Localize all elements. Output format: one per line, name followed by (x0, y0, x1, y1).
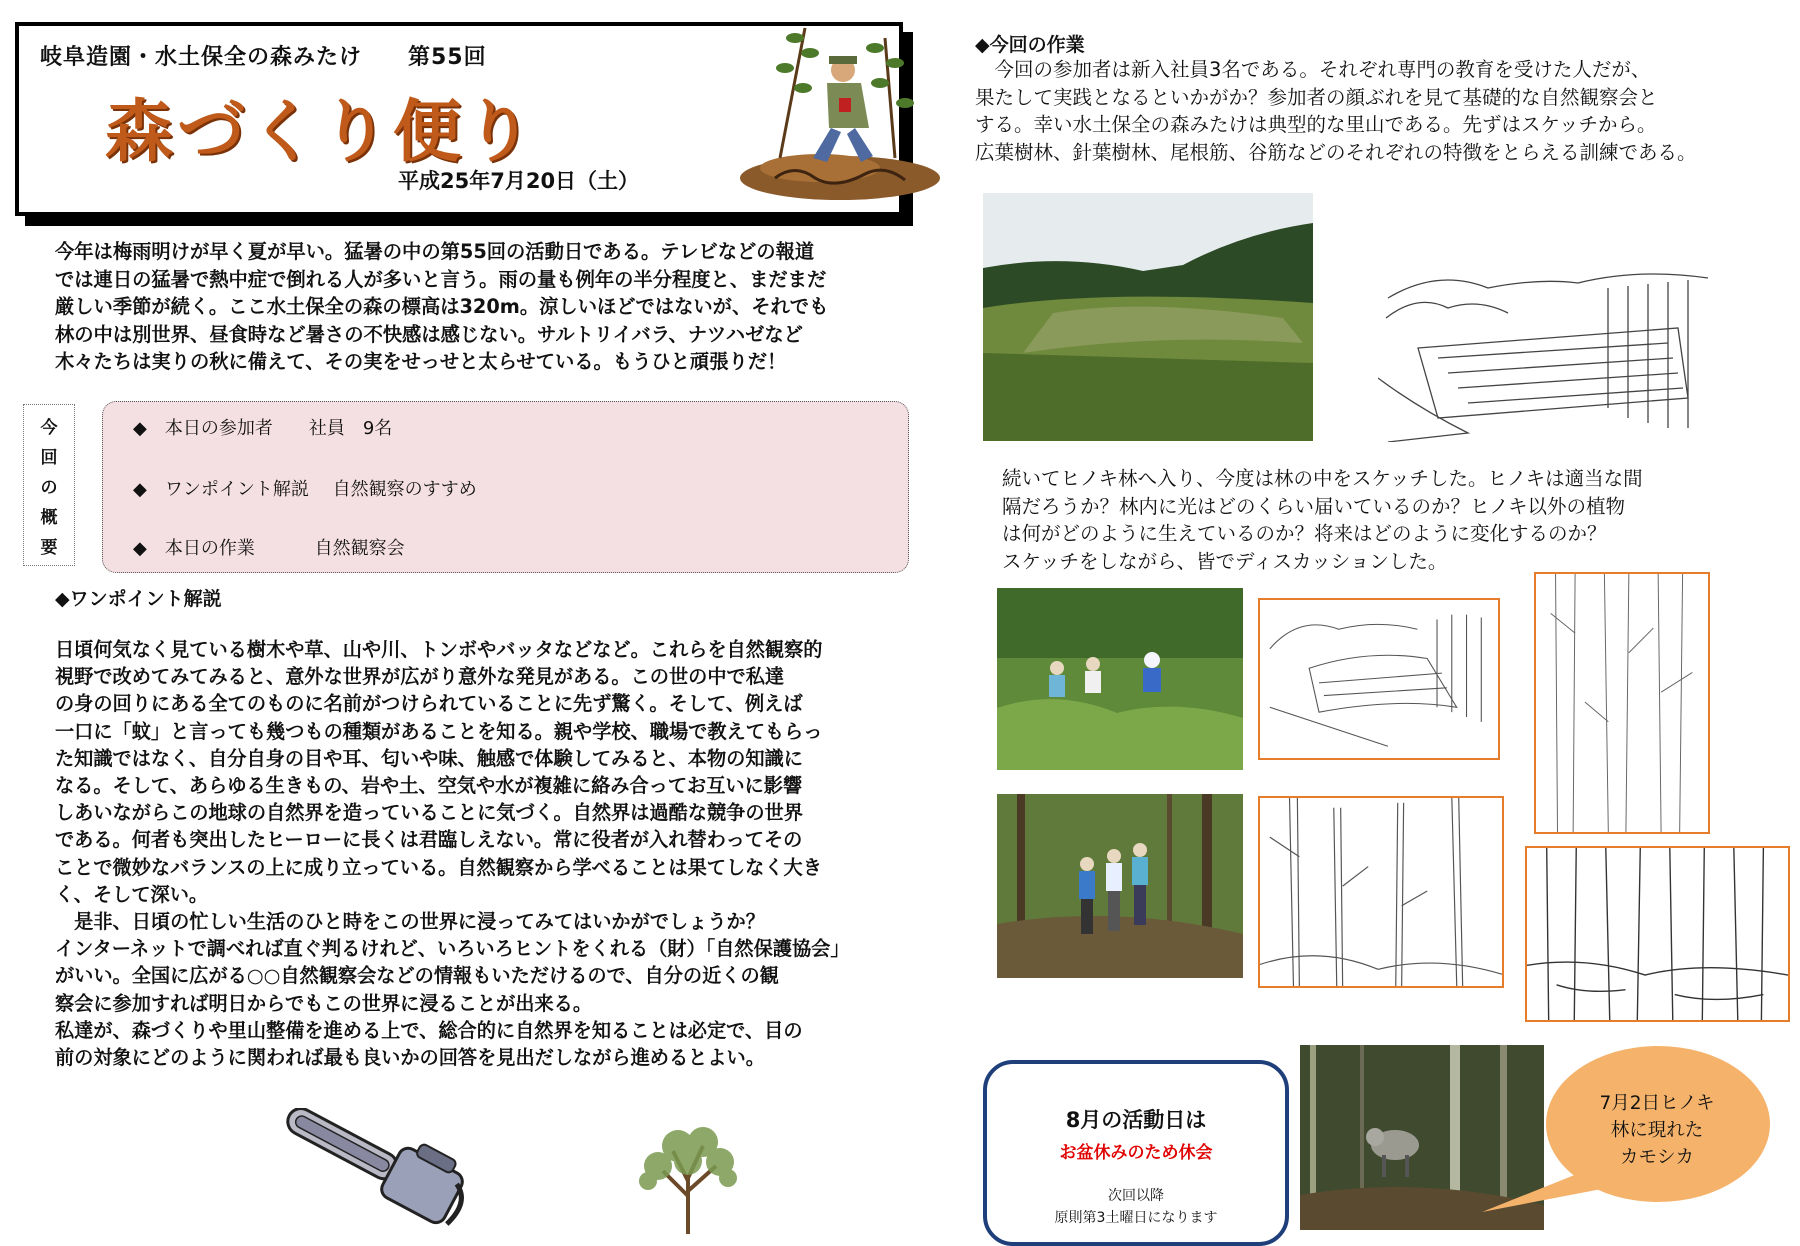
summary-label-char: 要 (40, 538, 58, 558)
hinoki-line: 続いてヒノキ林へ入り、今度は林の中をスケッチした。ヒノキは適当な間 (1002, 467, 1643, 490)
serow-caption-line: 7月2日ヒノキ (1599, 1093, 1715, 1114)
onepoint-line: く、そして深い。 (55, 882, 209, 906)
intro-line: 今年は梅雨明けが早く夏が早い。猛暑の中の第55回の活動日である。テレビなどの報道 (55, 240, 815, 263)
work-heading: ◆今回の作業 (975, 34, 1085, 56)
work-line: 果たして実践となるといかがか？参加者の顔ぶれを見て基礎的な自然観察会と (975, 85, 1658, 109)
onepoint-line: 視野で改めてみてみると、意外な世界が広がり意外な発見がある。この世の中で私達 (55, 665, 785, 689)
sketch-clearing (1378, 258, 1714, 442)
august-notice (983, 1060, 1289, 1246)
intro-line: 厳しい季節が続く。ここ水土保全の森の標高は320m。涼しいほどではないが、それでも (55, 295, 829, 319)
hinoki-text (1002, 465, 1800, 575)
serow-caption-line: 林に現れた (1610, 1120, 1704, 1141)
work-line: 広葉樹林、針葉樹林、尾根筋、谷筋などのそれぞれの特徴をとらえる訓練である。 (975, 140, 1697, 164)
intro-line: では連日の猛暑で熱中症で倒れる人が多いと言う。雨の量も例年の半分程度と、まだまだ (55, 267, 827, 291)
onepoint-line: がいい。全国に広がる○○自然観察会などの情報もいただけるので、自分の近くの観 (55, 964, 779, 988)
work-line: 今回の参加者は新入社員3名である。それぞれ専門の教育を受けた人だが、 (975, 58, 1651, 81)
newsletter-title: 森づくり便り (105, 92, 538, 172)
august-next-schedule (987, 1185, 1285, 1229)
org-title: 岐阜造園・水土保全の森みたけ 第55回 (40, 45, 487, 70)
onepoint-line: 是非、日頃の忙しい生活のひと時をこの世界に浸ってみてはいかがでしょうか？ (55, 910, 765, 934)
august-heading: 8月の活動日は (1065, 1108, 1207, 1132)
august-closed-notice: お盆休みのため休会 (1059, 1143, 1213, 1163)
onepoint-line: 察会に参加すれば明日からでもこの世界に浸ることが出来る。 (55, 991, 593, 1015)
issue-date: 平成25年7月20日（土） (398, 169, 640, 193)
august-line1: 次回以降 (1108, 1188, 1164, 1204)
summary-label-char: 回 (40, 448, 58, 468)
intro-text (55, 238, 935, 376)
summary-label-char: 今 (40, 418, 58, 438)
august-line2: 原則第3土曜日になります (1054, 1210, 1218, 1226)
onepoint-heading: ◆ワンポイント解説 (55, 588, 222, 610)
photo-forest-group (997, 794, 1243, 978)
serow-caption-line: カモシカ (1619, 1147, 1694, 1168)
tree-planting-illustration (735, 8, 945, 208)
summary-label (23, 404, 75, 566)
onepoint-line: 私達が、森づくりや里山整備を進める上で、総合的に自然界を知ることは必定で、目の (55, 1018, 803, 1042)
summary-label-char: 概 (40, 508, 58, 528)
intro-line: 木々たちは実りの秋に備えて、その実をせっせと太らせている。もうひと頑張りだ！ (55, 350, 787, 374)
tree-icon (628, 1116, 748, 1236)
hinoki-line: 隔だろうか？林内に光はどのくらい届いているのか？ヒノキ以外の植物 (1002, 494, 1626, 518)
serow-caption (1568, 1090, 1746, 1171)
summary-box (102, 401, 909, 573)
hinoki-line: スケッチをしながら、皆でディスカッションした。 (1002, 549, 1448, 573)
onepoint-line: である。何者も突出したヒーローに長くは君臨しえない。常に役者が入れ替わってその (55, 828, 803, 852)
onepoint-line: インターネットで調べれば直ぐ判るけれど、いろいろヒントをくれる（財）「自然保護協会」 (55, 937, 850, 961)
onepoint-text (55, 636, 925, 1071)
onepoint-line: の身の回りにある全てのものに名前がつけられていることに先ず驚く。そして、例えば (55, 692, 803, 716)
work-text (975, 56, 1785, 166)
summary-participants: ◆ 本日の参加者 社員 9名 (133, 418, 393, 439)
intro-line: 林の中は別世界、昼食時など暑さの不快感は感じない。サルトリイバラ、ナツハゼなど (55, 322, 803, 346)
work-line: する。幸い水土保全の森みたけは典型的な里山である。先ずはスケッチから。 (975, 113, 1657, 137)
photo-sketching-group (997, 588, 1243, 770)
onepoint-line: ことで微妙なバランスの上に成り立っている。自然観察から学べることは果てしなく大き (55, 855, 822, 879)
chainsaw-icon (262, 1108, 482, 1238)
summary-label-char: の (40, 478, 58, 498)
sketch-slope (1258, 598, 1500, 760)
sketch-cedar-forest (1525, 846, 1790, 1022)
onepoint-line: 日頃何気なく見ている樹木や草、山や川、トンボやバッタなどなど。これらを自然観察的 (55, 638, 823, 661)
onepoint-line: しあいながらこの地球の自然界を造っていることに気づく。自然界は過酷な競争の世界 (55, 801, 803, 825)
photo-field (983, 193, 1313, 441)
onepoint-line: なる。そして、あらゆる生きもの、岩や土、空気や水が複雑に絡み合ってお互いに影響 (55, 774, 803, 798)
onepoint-line: 一口に「蚊」と言っても幾つもの種類があることを知る。親や学校、職場で教えてもらっ (55, 719, 823, 743)
onepoint-line: 前の対象にどのように関われば最も良いかの回答を見出だしながら進めるとよい。 (55, 1046, 765, 1070)
onepoint-line: た知識ではなく、自分自身の目や耳、匂いや味、触感で体験してみると、本物の知識に (55, 746, 803, 770)
summary-onepoint: ◆ ワンポイント解説 自然観察のすすめ (133, 479, 477, 500)
hinoki-line: は何がどのように生えているのか？将来はどのように変化するのか？ (1002, 522, 1607, 546)
summary-work: ◆ 本日の作業 自然観察会 (133, 538, 405, 559)
sketch-trees-vertical (1534, 572, 1710, 834)
sketch-hinoki-forest (1258, 796, 1504, 988)
